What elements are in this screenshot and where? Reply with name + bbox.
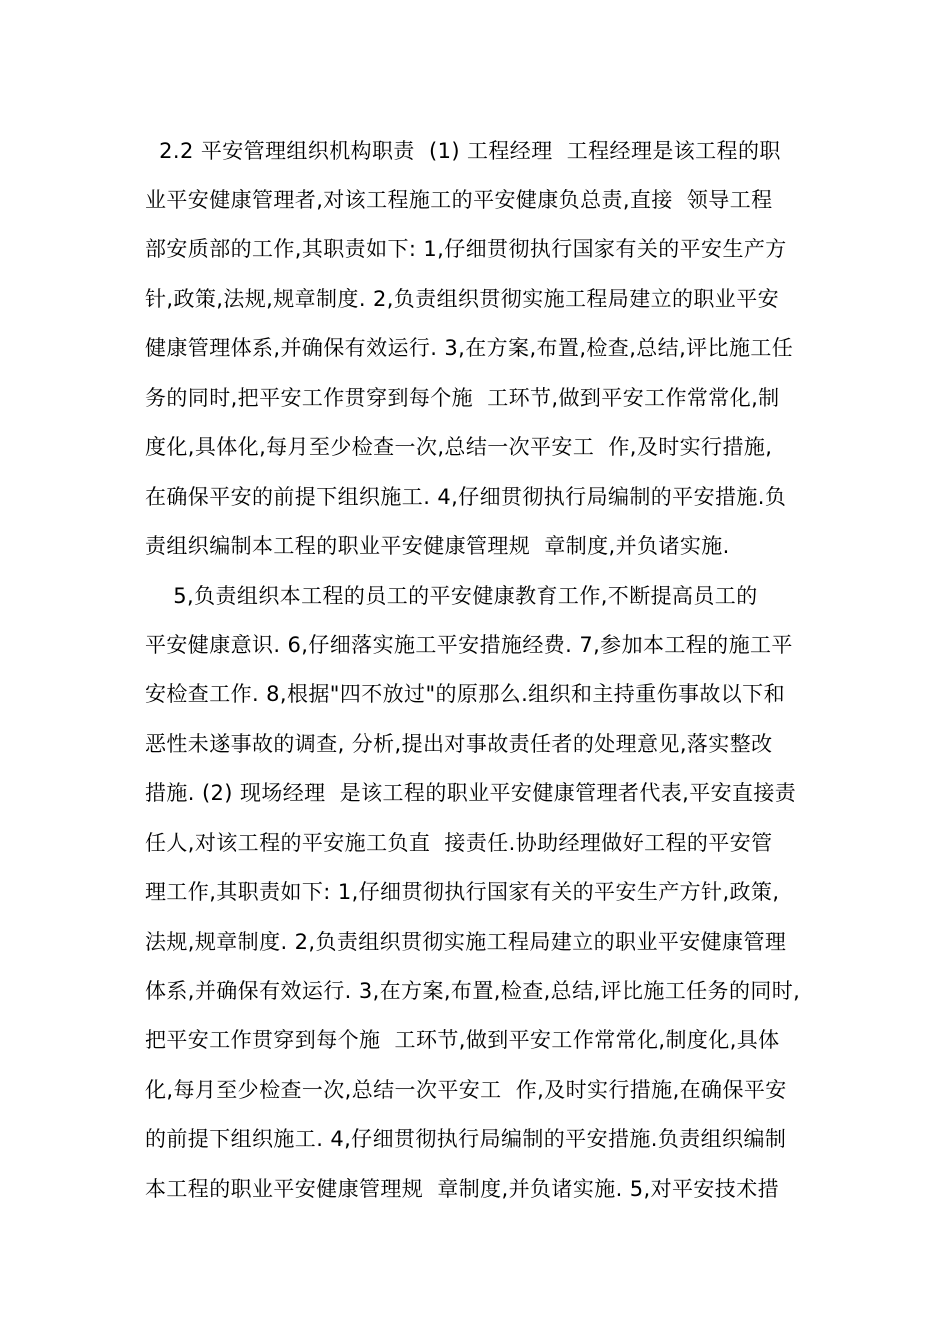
text-line: 度化,具体化,每月至少检查一次,总结一次平安工 作,及时实行措施, <box>145 435 773 459</box>
text-line: 责组织编制本工程的职业平安健康管理规 章制度,并负诸实施. <box>145 534 730 558</box>
text-line: 理工作,其职责如下: 1,仔细贯彻执行国家有关的平安生产方针,政策, <box>145 880 780 904</box>
text-line: 任人,对该工程的平安施工负直 接责任.协助经理做好工程的平安管 <box>145 831 773 855</box>
text-line: 法规,规章制度. 2,负责组织贯彻实施工程局建立的职业平安健康管理 <box>145 930 787 954</box>
text-line: 部安质部的工作,其职责如下: 1,仔细贯彻执行国家有关的平安生产方 <box>145 237 787 261</box>
text-line: 务的同时,把平安工作贯穿到每个施 工环节,做到平安工作常常化,制 <box>145 386 780 410</box>
text-line: 把平安工作贯穿到每个施 工环节,做到平安工作常常化,制度化,具体 <box>145 1028 780 1052</box>
text-line: 针,政策,法规,规章制度. 2,负责组织贯彻实施工程局建立的职业平安 <box>145 287 780 311</box>
text-line: 平安健康意识. 6,仔细落实施工平安措施经费. 7,参加本工程的施工平 <box>145 633 793 657</box>
text-line: 业平安健康管理者,对该工程施工的平安健康负总责,直接 领导工程 <box>145 188 773 212</box>
text-line: 恶性未遂事故的调查, 分析,提出对事故责任者的处理意见,落实整改 <box>145 732 773 756</box>
text-line: 2.2 平安管理组织机构职责 (1) 工程经理 工程经理是该工程的职 <box>145 139 781 163</box>
text-line: 的前提下组织施工. 4,仔细贯彻执行局编制的平安措施.负责组织编制 <box>145 1127 787 1151</box>
text-line: 在确保平安的前提下组织施工. 4,仔细贯彻执行局编制的平安措施.负 <box>145 485 787 509</box>
text-line: 本工程的职业平安健康管理规 章制度,并负诸实施. 5,对平安技术措 <box>145 1177 780 1201</box>
text-line: 体系,并确保有效运行. 3,在方案,布置,检查,总结,评比施工任务的同时, <box>145 979 801 1003</box>
text-line: 5,负责组织本工程的员工的平安健康教育工作,不断提高员工的 <box>145 584 758 608</box>
text-line: 措施. (2) 现场经理 是该工程的职业平安健康管理者代表,平安直接责 <box>145 781 797 805</box>
text-line: 化,每月至少检查一次,总结一次平安工 作,及时实行措施,在确保平安 <box>145 1078 787 1102</box>
text-line: 安检查工作. 8,根据"四不放过"的原那么.组织和主持重伤事故以下和 <box>145 682 785 706</box>
text-line: 健康管理体系,并确保有效运行. 3,在方案,布置,检查,总结,评比施工任 <box>145 336 794 360</box>
